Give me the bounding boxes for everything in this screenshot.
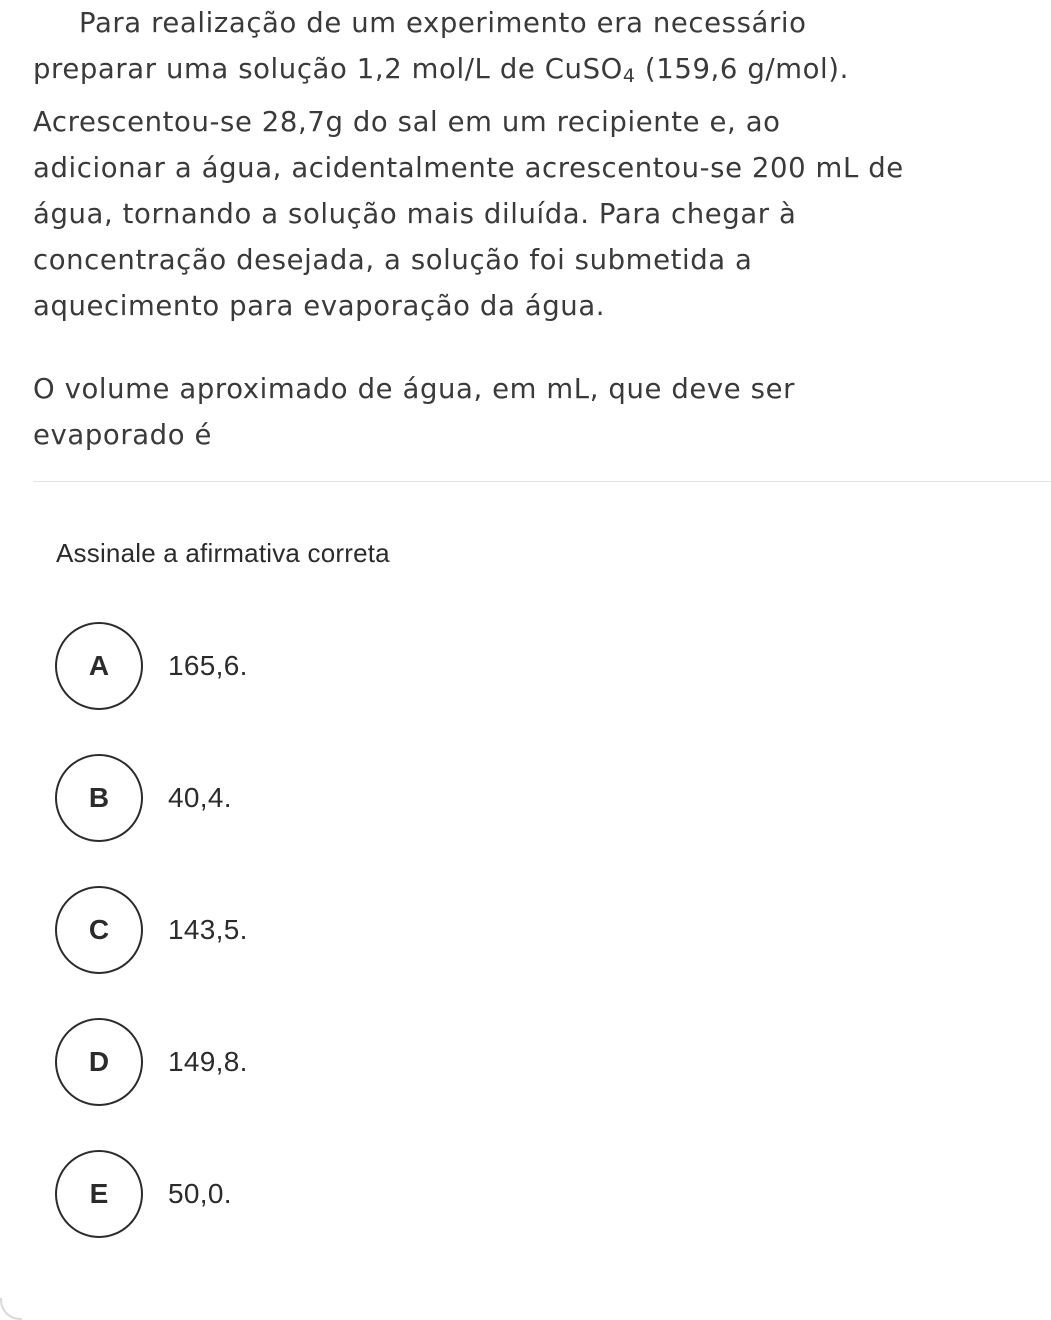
option-letter-badge: C [55,886,143,974]
statement-line-2: preparar uma solução 1,2 mol/L de CuSO$_4$ (159,6 g/mol). [33,53,849,87]
option-letter-badge: E [55,1150,143,1238]
statement-line-4: adicionar a água, acidentalmente acrescentou-se 200 mL de [33,152,904,184]
option-a[interactable] [55,622,248,710]
option-letter-badge: B [55,754,143,842]
statement-line-5: água, tornando a solução mais diluída. Para chegar à [33,198,797,230]
option-c[interactable] [55,886,248,974]
question-statement [33,0,1043,329]
statement-line-7: aquecimento para evaporação da água. [33,290,606,322]
option-text: 149,8. [168,1046,248,1077]
option-text: 143,5. [168,914,248,945]
question-line-1: O volume aproximado de água, em mL, que deve ser [33,373,796,405]
option-e[interactable] [55,1150,232,1238]
option-letter-badge: D [55,1018,143,1106]
statement-line-3: Acrescentou-se 28,7g do sal em um recipiente e, ao [33,106,781,138]
option-text: 50,0. [168,1178,232,1209]
question-line-2: evaporado é [33,419,213,451]
card-corner [0,1298,22,1320]
option-b[interactable] [55,754,232,842]
option-d[interactable] [55,1018,248,1106]
question-prompt [33,366,1043,458]
option-text: 165,6. [168,650,248,681]
option-text: 40,4. [168,782,232,813]
instruction-text: Assinale a afirmativa correta [56,538,390,568]
statement-line-1: Para realização de um experimento era necessário [79,7,807,39]
option-letter-badge: A [55,622,143,710]
divider [33,481,1051,482]
statement-line-6: concentração desejada, a solução foi submetida a [33,244,753,276]
